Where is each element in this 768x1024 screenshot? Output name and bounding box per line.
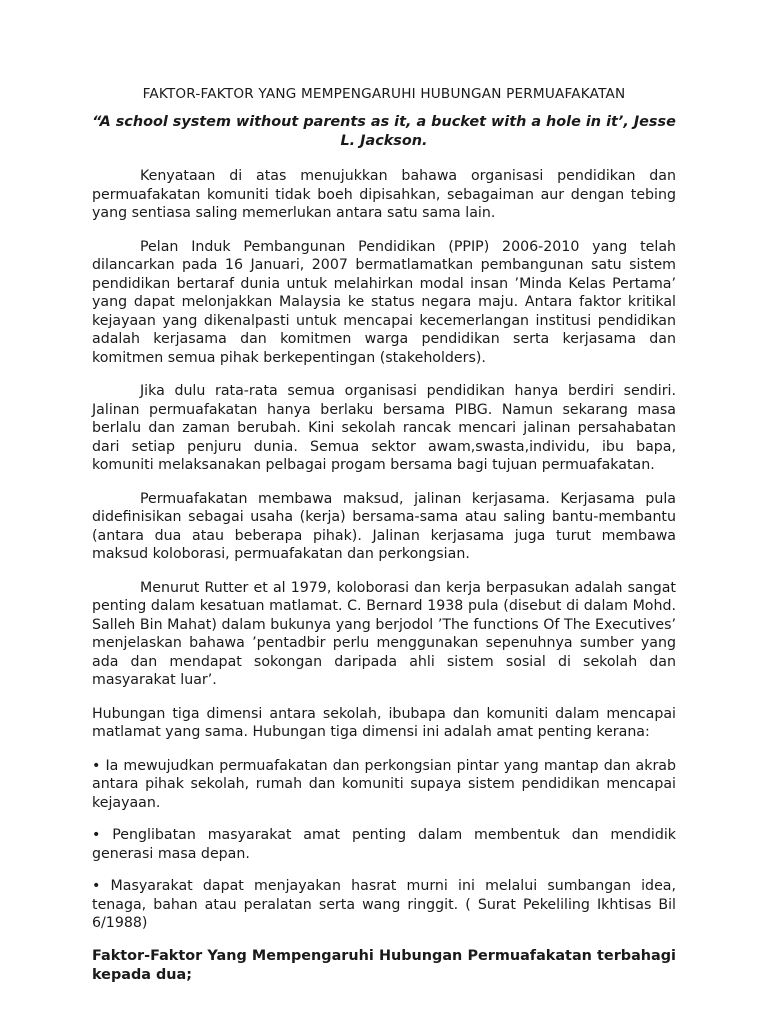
document-title: FAKTOR-FAKTOR YANG MEMPENGARUHI HUBUNGAN PERMUAFAKATAN [142, 86, 626, 102]
bullet-item-2: • Penglibatan masyarakat amat penting dalam membentuk dan mendidik generasi masa depan. [92, 827, 676, 862]
closing-heading: Faktor-Faktor Yang Mempengaruhi Hubungan Permuafakatan terbahagi kepada dua; [92, 947, 676, 983]
paragraph-5: Menurut Rutter et al 1979, koloborasi dan kerja berpasukan adalah sangat penting dalam kesatuan matlamat. C. Bernard 1938 pula (disebut di dalam Mohd. Salleh Bin Mahat) dalam bukunya yang berjodol ’The functions Of The Executives’ menjelaskan bahawa ’pentadbir perlu menggunakan sepenuhnya sumber yang ada dan mendapat sokongan daripada ahli sistem sosial di sekolah dan masyarakat luar’. [92, 579, 676, 688]
paragraph-4: Permuafakatan membawa maksud, jalinan kerjasama. Kerjasama pula didefinisikan sebagai usaha (kerja) bersama-sama atau saling bantu-membantu (antara dua atau beberapa pihak). Jalinan kerjasama juga turut membawa maksud koloborasi, permuafakatan dan perkongsian. [92, 490, 676, 562]
paragraph-2: Pelan Induk Pembangunan Pendidikan (PPIP) 2006-2010 yang telah dilancarkan pada 16 Januari, 2007 bermatlamatkan pembangunan satu sistem pendidikan bertaraf dunia untuk melahirkan modal insan ’Minda Kelas Pertama’ yang dapat melonjakkan Malaysia ke status negara maju. Antara faktor kritikal kejayaan yang dikenalpasti untuk mencapai kecemerlangan institusi pendidikan adalah kerjasama dan komitmen warga pendidikan serta kerjasama dan komitmen semua pihak berkepentingan (stakeholders). [92, 238, 676, 366]
bullet-item-3: • Masyarakat dapat menjayakan hasrat murni ini melalui sumbangan idea, tenaga, bahan atau peralatan serta wang ringgit. ( Surat Pekeliling Ikhtisas Bil 6/1988) [92, 878, 676, 931]
paragraph-3: Jika dulu rata-rata semua organisasi pendidikan hanya berdiri sendiri. Jalinan permuafakatan hanya berlaku bersama PIBG. Namun sekarang masa berlalu dan zaman berubah. Kini sekolah rancak mencari jalinan persahabatan dari setiap penjuru dunia. Semua sektor awam,swasta,individu, ibu bapa, komuniti melaksanakan pelbagai progam bersama bagi tujuan permuafakatan. [92, 383, 676, 473]
quote: “A school system without parents as it, a bucket with a hole in it’, Jesse L. Jackson. [92, 114, 676, 149]
bullet-item-1: • Ia mewujudkan permuafakatan dan perkongsian pintar yang mantap dan akrab antara pihak sekolah, rumah dan komuniti supaya sistem pendidikan mencapai kejayaan. [92, 757, 676, 811]
paragraph-6: Hubungan tiga dimensi antara sekolah, ibubapa dan komuniti dalam mencapai matlamat yang sama. Hubungan tiga dimensi ini adalah amat penting kerana: [92, 705, 676, 740]
paragraph-1: Kenyataan di atas menujukkan bahawa organisasi pendidikan dan permuafakatan komuniti tidak boeh dipisahkan, sebagaiman aur dengan tebing yang sentiasa saling memerlukan antara satu sama lain. [92, 168, 676, 221]
